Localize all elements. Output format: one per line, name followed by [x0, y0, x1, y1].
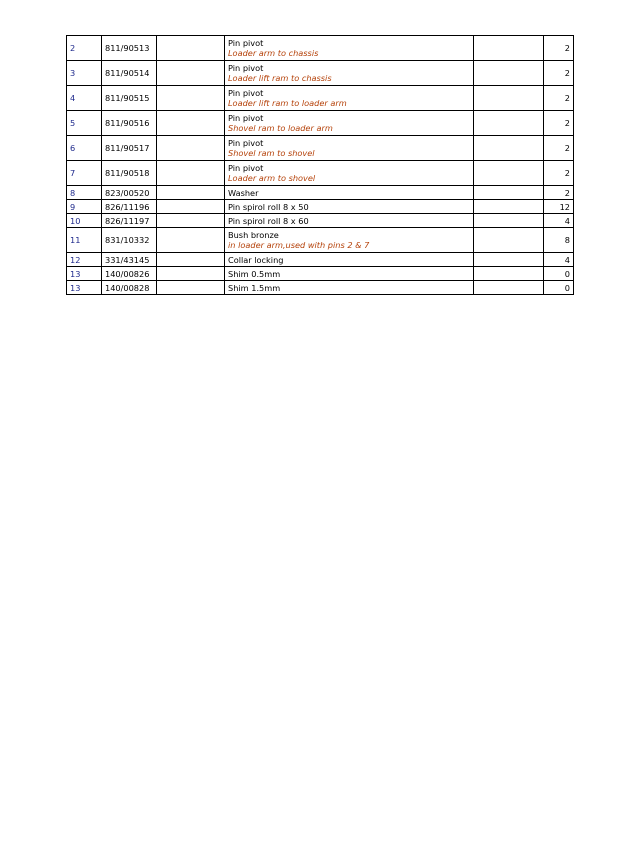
quantity-cell: 2	[544, 61, 574, 86]
table-row	[67, 267, 574, 281]
description-note: Loader arm to chassis	[228, 48, 319, 58]
empty-cell	[157, 136, 225, 161]
description-text: Pin pivot	[228, 113, 264, 123]
part-number-cell: 831/10332	[102, 228, 157, 253]
description-text: Shim 1.5mm	[228, 282, 281, 293]
table-row	[67, 111, 574, 136]
description-cell	[225, 111, 474, 136]
empty-cell	[157, 186, 225, 200]
item-number-cell: 8	[67, 186, 102, 200]
quantity-cell: 12	[544, 200, 574, 214]
part-number-cell: 811/90516	[102, 111, 157, 136]
table-row	[67, 200, 574, 214]
description-cell	[225, 86, 474, 111]
item-number-cell: 5	[67, 111, 102, 136]
description-text: Washer	[228, 187, 259, 198]
item-number-cell: 6	[67, 136, 102, 161]
description-text: Pin pivot	[228, 88, 264, 98]
empty-cell	[474, 253, 544, 267]
table-row	[67, 281, 574, 295]
empty-cell	[474, 200, 544, 214]
description-note: Shovel ram to shovel	[228, 148, 315, 158]
description-cell	[225, 161, 474, 186]
empty-cell	[157, 61, 225, 86]
description-text: Pin spirol roll 8 x 60	[228, 215, 309, 226]
part-number-cell: 811/90514	[102, 61, 157, 86]
empty-cell	[474, 86, 544, 111]
part-number-cell: 826/11196	[102, 200, 157, 214]
part-number-cell: 331/43145	[102, 253, 157, 267]
description-cell	[225, 281, 474, 295]
description-text: Shim 0.5mm	[228, 268, 281, 279]
empty-cell	[157, 161, 225, 186]
quantity-cell: 0	[544, 267, 574, 281]
description-cell	[225, 214, 474, 228]
item-number-cell: 13	[67, 267, 102, 281]
empty-cell	[474, 267, 544, 281]
quantity-cell: 2	[544, 161, 574, 186]
empty-cell	[157, 253, 225, 267]
quantity-cell: 8	[544, 228, 574, 253]
description-text: Pin pivot	[228, 38, 264, 48]
quantity-cell: 4	[544, 214, 574, 228]
description-cell	[225, 253, 474, 267]
item-number-cell: 13	[67, 281, 102, 295]
item-number-cell: 11	[67, 228, 102, 253]
empty-cell	[157, 111, 225, 136]
empty-cell	[474, 214, 544, 228]
description-note: Loader lift ram to loader arm	[228, 98, 347, 108]
description-cell	[225, 228, 474, 253]
empty-cell	[474, 281, 544, 295]
empty-cell	[474, 161, 544, 186]
table-row	[67, 61, 574, 86]
parts-table	[66, 35, 574, 295]
description-text: Pin pivot	[228, 138, 264, 148]
description-note: in loader arm,used with pins 2 & 7	[228, 240, 370, 250]
empty-cell	[474, 186, 544, 200]
description-cell	[225, 267, 474, 281]
description-text: Pin spirol roll 8 x 50	[228, 201, 309, 212]
empty-cell	[157, 214, 225, 228]
empty-cell	[157, 86, 225, 111]
empty-cell	[474, 228, 544, 253]
part-number-cell: 140/00826	[102, 267, 157, 281]
table-row	[67, 253, 574, 267]
empty-cell	[157, 228, 225, 253]
item-number-cell: 4	[67, 86, 102, 111]
quantity-cell: 2	[544, 86, 574, 111]
description-cell	[225, 36, 474, 61]
part-number-cell: 811/90517	[102, 136, 157, 161]
description-cell	[225, 61, 474, 86]
empty-cell	[157, 200, 225, 214]
empty-cell	[474, 61, 544, 86]
description-note: Loader arm to shovel	[228, 173, 316, 183]
quantity-cell: 2	[544, 186, 574, 200]
part-number-cell: 140/00828	[102, 281, 157, 295]
item-number-cell: 10	[67, 214, 102, 228]
empty-cell	[474, 36, 544, 61]
table-row	[67, 86, 574, 111]
item-number-cell: 3	[67, 61, 102, 86]
empty-cell	[157, 267, 225, 281]
table-row	[67, 161, 574, 186]
part-number-cell: 826/11197	[102, 214, 157, 228]
item-number-cell: 7	[67, 161, 102, 186]
part-number-cell: 811/90515	[102, 86, 157, 111]
table-row	[67, 228, 574, 253]
quantity-cell: 2	[544, 111, 574, 136]
empty-cell	[157, 281, 225, 295]
description-note: Loader lift ram to chassis	[228, 73, 332, 83]
description-cell	[225, 200, 474, 214]
quantity-cell: 0	[544, 281, 574, 295]
part-number-cell: 811/90513	[102, 36, 157, 61]
item-number-cell: 2	[67, 36, 102, 61]
description-text: Pin pivot	[228, 163, 264, 173]
description-note: Shovel ram to loader arm	[228, 123, 333, 133]
quantity-cell: 4	[544, 253, 574, 267]
part-number-cell: 823/00520	[102, 186, 157, 200]
description-text: Collar locking	[228, 254, 284, 265]
empty-cell	[474, 136, 544, 161]
table-row	[67, 136, 574, 161]
description-cell	[225, 186, 474, 200]
parts-table-body	[67, 36, 574, 295]
quantity-cell: 2	[544, 36, 574, 61]
part-number-cell: 811/90518	[102, 161, 157, 186]
table-row	[67, 36, 574, 61]
table-row	[67, 214, 574, 228]
table-row	[67, 186, 574, 200]
empty-cell	[474, 111, 544, 136]
empty-cell	[157, 36, 225, 61]
description-text: Bush bronze	[228, 230, 279, 240]
description-cell	[225, 136, 474, 161]
item-number-cell: 12	[67, 253, 102, 267]
item-number-cell: 9	[67, 200, 102, 214]
quantity-cell: 2	[544, 136, 574, 161]
description-text: Pin pivot	[228, 63, 264, 73]
